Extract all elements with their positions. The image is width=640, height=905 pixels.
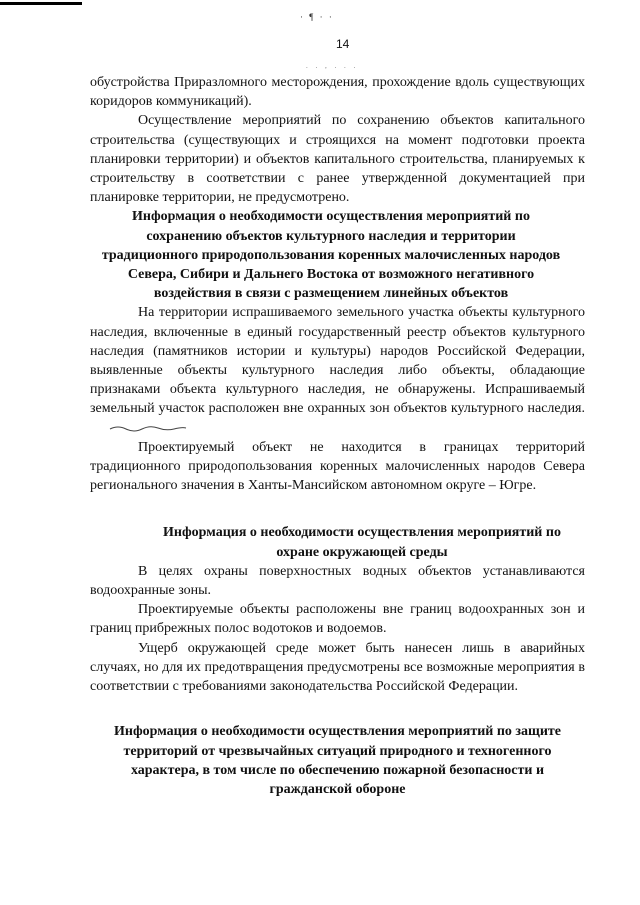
scan-artifact-bar: [0, 2, 82, 5]
document-body: [90, 73, 585, 799]
scan-artifact-marks: · ¶ · ·: [300, 12, 334, 22]
heading-emergency-protection: Информация о необходимости осуществления мероприятий по защите территорий от чрезвычайных ситуаций природного и техногенного характера, в том числе по обеспечению пожарной безопасности и гражданской обороне: [113, 724, 561, 797]
paragraph-water-zones: Проектируемые объекты расположены вне границ водоохранных зон и границ прибрежных полос водотоков и водоемов.: [90, 602, 585, 637]
paragraph-water-protection: В целях охраны поверхностных водных объектов устанавливаются водоохранные зоны.: [90, 563, 585, 599]
paragraph-continuation: обустройства Приразломного месторождения, прохождение вдоль существующих коридоров коммуникаций).: [90, 75, 585, 110]
paragraph-cultural-heritage-text: На территории испрашиваемого земельного участка объекты культурного наследия, включенные в единый государственный реестр объектов культурного наследия (памятников истории и культуры) народов Российской Федерации, выявленные объекты культурного наследия либо объекты, обладающие признаками объекта культурного наследия, не обнаружены. Испрашиваемый земельный участок расположен вне охранных зон объектов культурного наследия.: [90, 305, 585, 417]
paragraph-capital-construction: Осуществление мероприятий по сохранению объектов капитального строительства (существующих и строящихся на момент подготовки проекта планировки территории) и объектов капитального строительства, планируемых к строительству в соответствии с ранее утвержденной документацией при планировке территории, не предусмотрено.: [90, 113, 585, 206]
handwritten-mark: [108, 424, 188, 432]
paragraph-cultural-heritage: [90, 303, 585, 437]
scan-artifact-dots: . . , . . .: [306, 62, 359, 70]
page-number: 14: [336, 37, 350, 51]
heading-environment-protection: Информация о необходимости осуществления мероприятий по охране окружающей среды: [163, 525, 561, 560]
paragraph-environmental-damage: Ущерб окружающей среде может быть нанесен лишь в аварийных случаях, но для их предотвращения предусмотрены все возможные мероприятия в соответствии с требованиями законодательства Российской Федерации.: [90, 640, 585, 695]
heading-cultural-heritage: Информация о необходимости осуществления мероприятий по сохранению объектов культурного наследия и территории традиционного природопользования коренных малочисленных народов Севера, Сибири и Дальнего Востока от возможного негативного воздействия в связи с размещением линейных объектов: [101, 209, 561, 302]
paragraph-traditional-territories: Проектируемый объект не находится в границах территорий традиционного природопользования коренных малочисленных народов Севера регионального значения в Ханты-Мансийском автономном округе – Югре.: [90, 439, 585, 494]
